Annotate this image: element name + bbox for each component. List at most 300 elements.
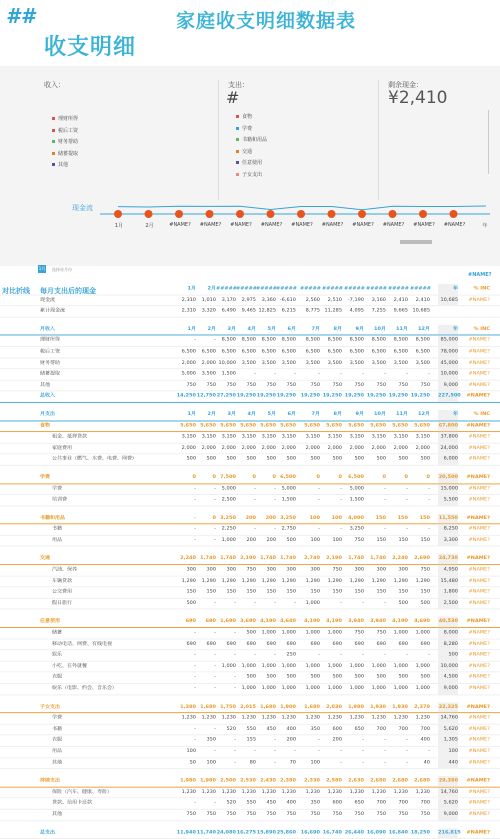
cell: 3,500 <box>327 359 342 366</box>
cell: - <box>294 600 296 606</box>
cell: 3,150 <box>181 433 196 440</box>
cell: 5,650 <box>280 422 296 429</box>
cell: 300 <box>226 566 236 573</box>
cell: 1,230 <box>181 789 196 795</box>
cell: - <box>318 485 320 492</box>
cell: 1,740 <box>200 555 216 562</box>
cell: 5,650 <box>326 422 342 429</box>
cell: 2,310 <box>181 296 196 303</box>
cell: - <box>274 485 276 492</box>
cell: 19,250 <box>344 393 364 399</box>
cell: 1,305 <box>438 736 458 746</box>
cell: 6月 <box>287 326 296 332</box>
cell: #NAME? <box>468 382 490 388</box>
cell: 1,000 <box>415 685 430 691</box>
cell: 100 <box>309 515 320 521</box>
cell: 2,580 <box>326 777 342 784</box>
cell: 1,740 <box>220 555 236 562</box>
cell: 1,290 <box>349 578 364 584</box>
cell: ##### <box>256 285 277 292</box>
cashflow-point <box>297 210 305 218</box>
cell: 16,690 <box>300 829 320 836</box>
cell: 200 <box>332 737 342 743</box>
cell: 6,500 <box>348 474 364 480</box>
cell: 4月 <box>247 411 256 417</box>
cell: 3,320 <box>201 308 216 314</box>
legend-label: 储蓄提取 <box>58 150 79 157</box>
cell: 2,500 <box>220 777 236 784</box>
cell: 1,010 <box>201 296 216 303</box>
cell: - <box>194 537 196 543</box>
cell: #NAME? <box>466 829 490 836</box>
cell: 1,000 <box>305 629 320 636</box>
cell: 200 <box>265 515 276 521</box>
cell: % INC <box>473 326 490 332</box>
cell: 1,290 <box>371 578 386 584</box>
legend-label: 食物 <box>242 114 253 120</box>
cell: 4,950 <box>438 565 458 575</box>
cell: 5,650 <box>180 422 196 429</box>
cell: 1,000 <box>393 685 408 691</box>
cell: - <box>340 748 342 754</box>
cell: 22,325 <box>438 702 458 712</box>
cell: 8,500 <box>281 337 296 343</box>
cell: 250 <box>286 652 296 658</box>
cell: 200 <box>266 537 276 543</box>
cell: 2,560 <box>305 296 320 303</box>
cell: - <box>340 485 342 492</box>
legend-item <box>236 124 267 136</box>
cell: 10,000 <box>218 359 236 366</box>
row-label: 假日旅行 <box>52 600 73 606</box>
cell: ##### <box>322 285 343 292</box>
cell: 690 <box>186 640 196 647</box>
cell: ##### <box>300 285 321 292</box>
cell: 1,000 <box>415 629 430 636</box>
cell: - <box>234 600 236 606</box>
cell: 4,640 <box>280 618 296 624</box>
cell: 1,230 <box>327 789 342 795</box>
cell: 1,680 <box>260 703 276 710</box>
cell: 216,815 <box>438 828 458 838</box>
legend-label: 其他 <box>58 162 69 168</box>
cell: 150 <box>332 589 342 595</box>
cell: 690 <box>266 640 276 647</box>
cell: 1,290 <box>241 578 256 584</box>
cell: - <box>340 526 342 532</box>
cell: #NAME? <box>468 359 490 366</box>
table-row <box>0 758 500 769</box>
cell: 7月 <box>311 326 320 332</box>
income-header-row <box>0 325 500 336</box>
cell: - <box>194 496 196 503</box>
cell: - <box>194 526 196 532</box>
cell: ##### <box>236 285 257 292</box>
cell: 3,300 <box>438 536 458 546</box>
cashflow-point <box>114 210 122 218</box>
cell: 650 <box>354 726 364 732</box>
cell: 0 <box>272 474 276 480</box>
cell: - <box>362 371 364 377</box>
cell: - <box>406 371 408 377</box>
cell: #NAME? <box>468 640 490 647</box>
cell: 150 <box>398 589 408 595</box>
section-row <box>0 776 500 787</box>
cell: #NAME? <box>468 537 490 543</box>
cell: 1,230 <box>261 789 276 795</box>
cell: 1,230 <box>305 789 320 795</box>
cell: 690 <box>420 640 430 647</box>
cell: - <box>214 537 216 543</box>
cell: #NAME? <box>468 789 490 795</box>
cell: 1,230 <box>261 715 276 721</box>
cell: 14,760 <box>438 787 458 797</box>
cell: 750 <box>246 811 256 817</box>
cell: 15,890 <box>256 829 276 836</box>
cell: - <box>254 485 256 492</box>
cell: - <box>234 737 236 743</box>
cell: 1,230 <box>349 789 364 795</box>
cell: 2,000 <box>181 359 196 366</box>
row-label: 税后工资 <box>40 348 61 355</box>
cell: ##### <box>410 285 431 292</box>
cell: - <box>384 652 386 658</box>
cell: - <box>340 652 342 658</box>
cell: 750 <box>332 811 342 817</box>
cell: 700 <box>376 800 386 806</box>
cashflow-month-label: #NAME? <box>169 222 191 228</box>
cell: 4月 <box>247 326 256 332</box>
cell: 1,000 <box>327 685 342 691</box>
cell: 24,730 <box>438 554 458 564</box>
cashflow-label: 现金流 <box>72 204 93 212</box>
cell: 500 <box>420 674 430 680</box>
cell: 1,930 <box>370 703 386 710</box>
cell: 3,150 <box>261 433 276 440</box>
income-legend <box>52 114 78 172</box>
table-row <box>0 525 500 536</box>
cell: 25,860 <box>276 829 296 836</box>
cell: 100 <box>332 537 342 543</box>
spacer <box>0 610 500 617</box>
cell: 1,000 <box>371 685 386 691</box>
row-label: 月支出 <box>40 411 56 417</box>
cell: - <box>428 485 430 492</box>
cell: 5,000 <box>349 485 364 492</box>
cell: 550 <box>246 726 256 732</box>
cell: 9,465 <box>241 308 256 314</box>
cell: 300 <box>186 566 196 573</box>
cell: 2,430 <box>260 777 276 784</box>
cell: 85,000 <box>438 336 458 346</box>
cell: 78,000 <box>438 347 458 357</box>
cell: #NAME? <box>468 337 490 343</box>
legend-swatch <box>52 163 55 166</box>
cell: 11,285 <box>324 308 342 314</box>
cell: - <box>318 496 320 503</box>
cell: 6,000 <box>438 455 458 465</box>
cell: 750 <box>354 537 364 543</box>
row-label: 食物 <box>40 422 51 429</box>
cell: 200 <box>246 537 256 543</box>
cell: 45,000 <box>438 358 458 368</box>
cell: 1,290 <box>305 578 320 584</box>
cell: 19,250 <box>276 393 296 399</box>
section-row <box>0 617 500 628</box>
cell: 150 <box>420 589 430 595</box>
cell: 350 <box>206 737 216 743</box>
cell: 750 <box>354 629 364 636</box>
cell: 11月 <box>396 411 408 417</box>
cell: 19,250 <box>236 393 256 399</box>
cell: 150 <box>376 537 386 543</box>
cell: - <box>234 674 236 680</box>
table-row <box>0 347 500 358</box>
cell: 750 <box>206 811 216 817</box>
scrollbar[interactable] <box>400 240 432 244</box>
cell: - <box>384 600 386 606</box>
cell: 150 <box>398 537 408 543</box>
table-row <box>0 587 500 598</box>
cell: #NAME? <box>468 526 490 532</box>
cell: 1,230 <box>221 715 236 721</box>
cell: 500 <box>246 674 256 680</box>
cashflow-month-label: #NAME? <box>352 222 374 228</box>
cell: 690 <box>398 640 408 647</box>
cell: 750 <box>186 811 196 817</box>
cell: - <box>384 526 386 532</box>
cell: 690 <box>205 618 216 624</box>
cell: 500 <box>246 456 256 462</box>
table-row <box>0 684 500 695</box>
cell: 2,000 <box>393 445 408 451</box>
legend-swatch <box>52 129 55 132</box>
cell: 227,500 <box>438 392 458 402</box>
cell: 1,000 <box>305 663 320 669</box>
cell: #NAME? <box>466 618 490 624</box>
cell: 1,500 <box>281 496 296 503</box>
cell: - <box>406 496 408 503</box>
cell: - <box>340 600 342 606</box>
cell: 150 <box>310 589 320 595</box>
cell: #NAME? <box>468 589 490 595</box>
cell: 2,015 <box>240 703 256 710</box>
cell: 5,650 <box>220 422 236 429</box>
row-label: 累计现金流 <box>40 308 66 314</box>
cell: 500 <box>266 456 276 462</box>
cell: 1月 <box>187 326 196 332</box>
cashflow-point <box>236 210 244 218</box>
cell: 1,230 <box>305 715 320 721</box>
cell: 8,500 <box>349 337 364 343</box>
cell: 3,150 <box>371 433 386 440</box>
cell: 500 <box>266 674 276 680</box>
cell: 2,630 <box>348 777 364 784</box>
cell: - <box>214 526 216 532</box>
cell: - <box>428 526 430 532</box>
cell: 40,530 <box>438 617 458 627</box>
legend-label: 交通 <box>242 148 253 155</box>
cell: - <box>362 737 364 743</box>
cashflow-point <box>358 210 366 218</box>
cell: 10,685 <box>438 295 458 305</box>
income-label: 收入： <box>44 81 65 89</box>
cell: 2,750 <box>281 526 296 532</box>
page-title: 家庭收支明细数据表 <box>176 10 357 32</box>
cell: - <box>254 496 256 503</box>
cashflow-point <box>419 210 427 218</box>
cell: 500 <box>310 674 320 680</box>
cashflow-point <box>328 210 336 218</box>
cell: 1,500 <box>349 496 364 503</box>
cell: 20,500 <box>438 473 458 483</box>
divider <box>488 110 489 174</box>
cell: 2,000 <box>261 445 276 451</box>
cell: 11,940 <box>176 829 196 836</box>
table-row <box>0 380 500 391</box>
legend-item <box>52 160 78 172</box>
budget-table <box>0 284 500 839</box>
cell: #NAME? <box>468 811 490 817</box>
cell: 2,000 <box>201 445 216 451</box>
cell: 5,650 <box>200 422 216 429</box>
cell: 750 <box>246 566 256 573</box>
row-label: 娱乐（电影、约会、音乐会） <box>52 685 118 691</box>
row-label: 书籍 <box>52 526 63 532</box>
cell: - <box>384 759 386 766</box>
table-row <box>0 432 500 443</box>
cell: - <box>274 652 276 658</box>
cell: 11,550 <box>438 513 458 523</box>
cell: 500 <box>186 600 196 606</box>
spacer <box>0 403 500 410</box>
cell: 450 <box>266 726 276 732</box>
table-row <box>0 295 500 306</box>
cell: 2,000 <box>349 445 364 451</box>
cell: 1,000 <box>393 629 408 636</box>
cell: 500 <box>332 456 342 462</box>
cell: 1,000 <box>327 663 342 669</box>
cell: 300 <box>310 566 320 573</box>
cell: 8月 <box>333 326 342 332</box>
cell: - <box>406 748 408 754</box>
cell: 3,150 <box>221 433 236 440</box>
cell: 2,680 <box>414 777 430 784</box>
cell: 750 <box>226 382 236 388</box>
cell: - <box>254 371 256 377</box>
cell: 2,330 <box>304 777 320 784</box>
cashflow-month-label: #NAME? <box>321 222 344 228</box>
cell: - <box>340 496 342 503</box>
section-row <box>0 554 500 565</box>
cell: 9,000 <box>438 380 458 390</box>
cell: - <box>274 737 276 743</box>
cell: 750 <box>266 382 276 388</box>
legend-item <box>236 158 267 170</box>
cell: 1,230 <box>393 789 408 795</box>
cell: #NAME? <box>466 474 490 480</box>
cell: 500 <box>420 456 430 462</box>
cell: 2,510 <box>327 296 342 303</box>
cell: 40 <box>423 759 430 766</box>
row-label: 财务帮助 <box>40 359 61 366</box>
cell: 9月 <box>355 411 364 417</box>
spacer <box>0 547 500 554</box>
cashflow-point <box>267 210 275 218</box>
row-label: 培训费 <box>52 496 68 503</box>
cell: 6,500 <box>415 348 430 355</box>
cell: 3,500 <box>261 359 276 366</box>
cell: 1,290 <box>327 578 342 584</box>
cell: 150 <box>397 515 408 521</box>
cell: 690 <box>354 640 364 647</box>
cell: 5,500 <box>438 495 458 505</box>
cell: - <box>428 748 430 754</box>
cell: 5,000 <box>221 485 236 492</box>
cell: 3,250 <box>349 526 364 532</box>
row-label: 理财所得 <box>40 337 61 343</box>
cell: 700 <box>398 800 408 806</box>
cell: 2,975 <box>241 296 256 303</box>
cell: 1,000 <box>305 685 320 691</box>
cell: 8,280 <box>438 639 458 649</box>
cell: 1,680 <box>200 703 216 710</box>
cell: 1,290 <box>201 578 216 584</box>
cell: 3,500 <box>201 371 216 377</box>
cell: 1,290 <box>393 578 408 584</box>
cell: 19,250 <box>366 393 386 399</box>
legend-swatch <box>52 117 55 120</box>
expense-header-row <box>0 410 500 421</box>
row-label: 用品 <box>52 537 63 543</box>
cell: 500 <box>376 456 386 462</box>
cell: - <box>406 652 408 658</box>
cell: 6,500 <box>261 348 276 355</box>
month-tag[interactable]: 1月 <box>38 266 46 271</box>
row-label: 其他 <box>52 759 63 766</box>
cell: ##### <box>344 285 365 292</box>
cell: 1,230 <box>241 715 256 721</box>
table-row <box>0 639 500 650</box>
table-row <box>0 724 500 735</box>
cell: 年 <box>438 284 458 294</box>
cell: 690 <box>206 640 216 647</box>
cell: #NAME? <box>468 496 490 503</box>
cell: - <box>294 371 296 377</box>
cell: 11,740 <box>196 829 216 836</box>
cell: 100 <box>438 747 458 757</box>
cell: 1,230 <box>371 715 386 721</box>
cell: 3,250 <box>280 515 296 521</box>
row-label: 汽油、保养 <box>52 566 78 573</box>
top-name-error: #NAME? <box>468 272 492 278</box>
cell: 15,480 <box>438 576 458 586</box>
cell: 4,190 <box>326 618 342 624</box>
cell: 4,690 <box>414 618 430 624</box>
cell: 15,000 <box>438 484 458 494</box>
cell: 1,290 <box>221 578 236 584</box>
cell: 700 <box>376 726 386 732</box>
cell: 1,500 <box>221 371 236 377</box>
cell: 8,500 <box>327 337 342 343</box>
cell: % INC <box>473 411 490 417</box>
cell: #NAME? <box>468 800 490 806</box>
cell: 1,690 <box>220 618 236 624</box>
cell: - <box>194 663 196 669</box>
cash-header-row <box>0 284 500 295</box>
cell: 5,650 <box>348 422 364 429</box>
cell: #NAME? <box>466 555 490 562</box>
